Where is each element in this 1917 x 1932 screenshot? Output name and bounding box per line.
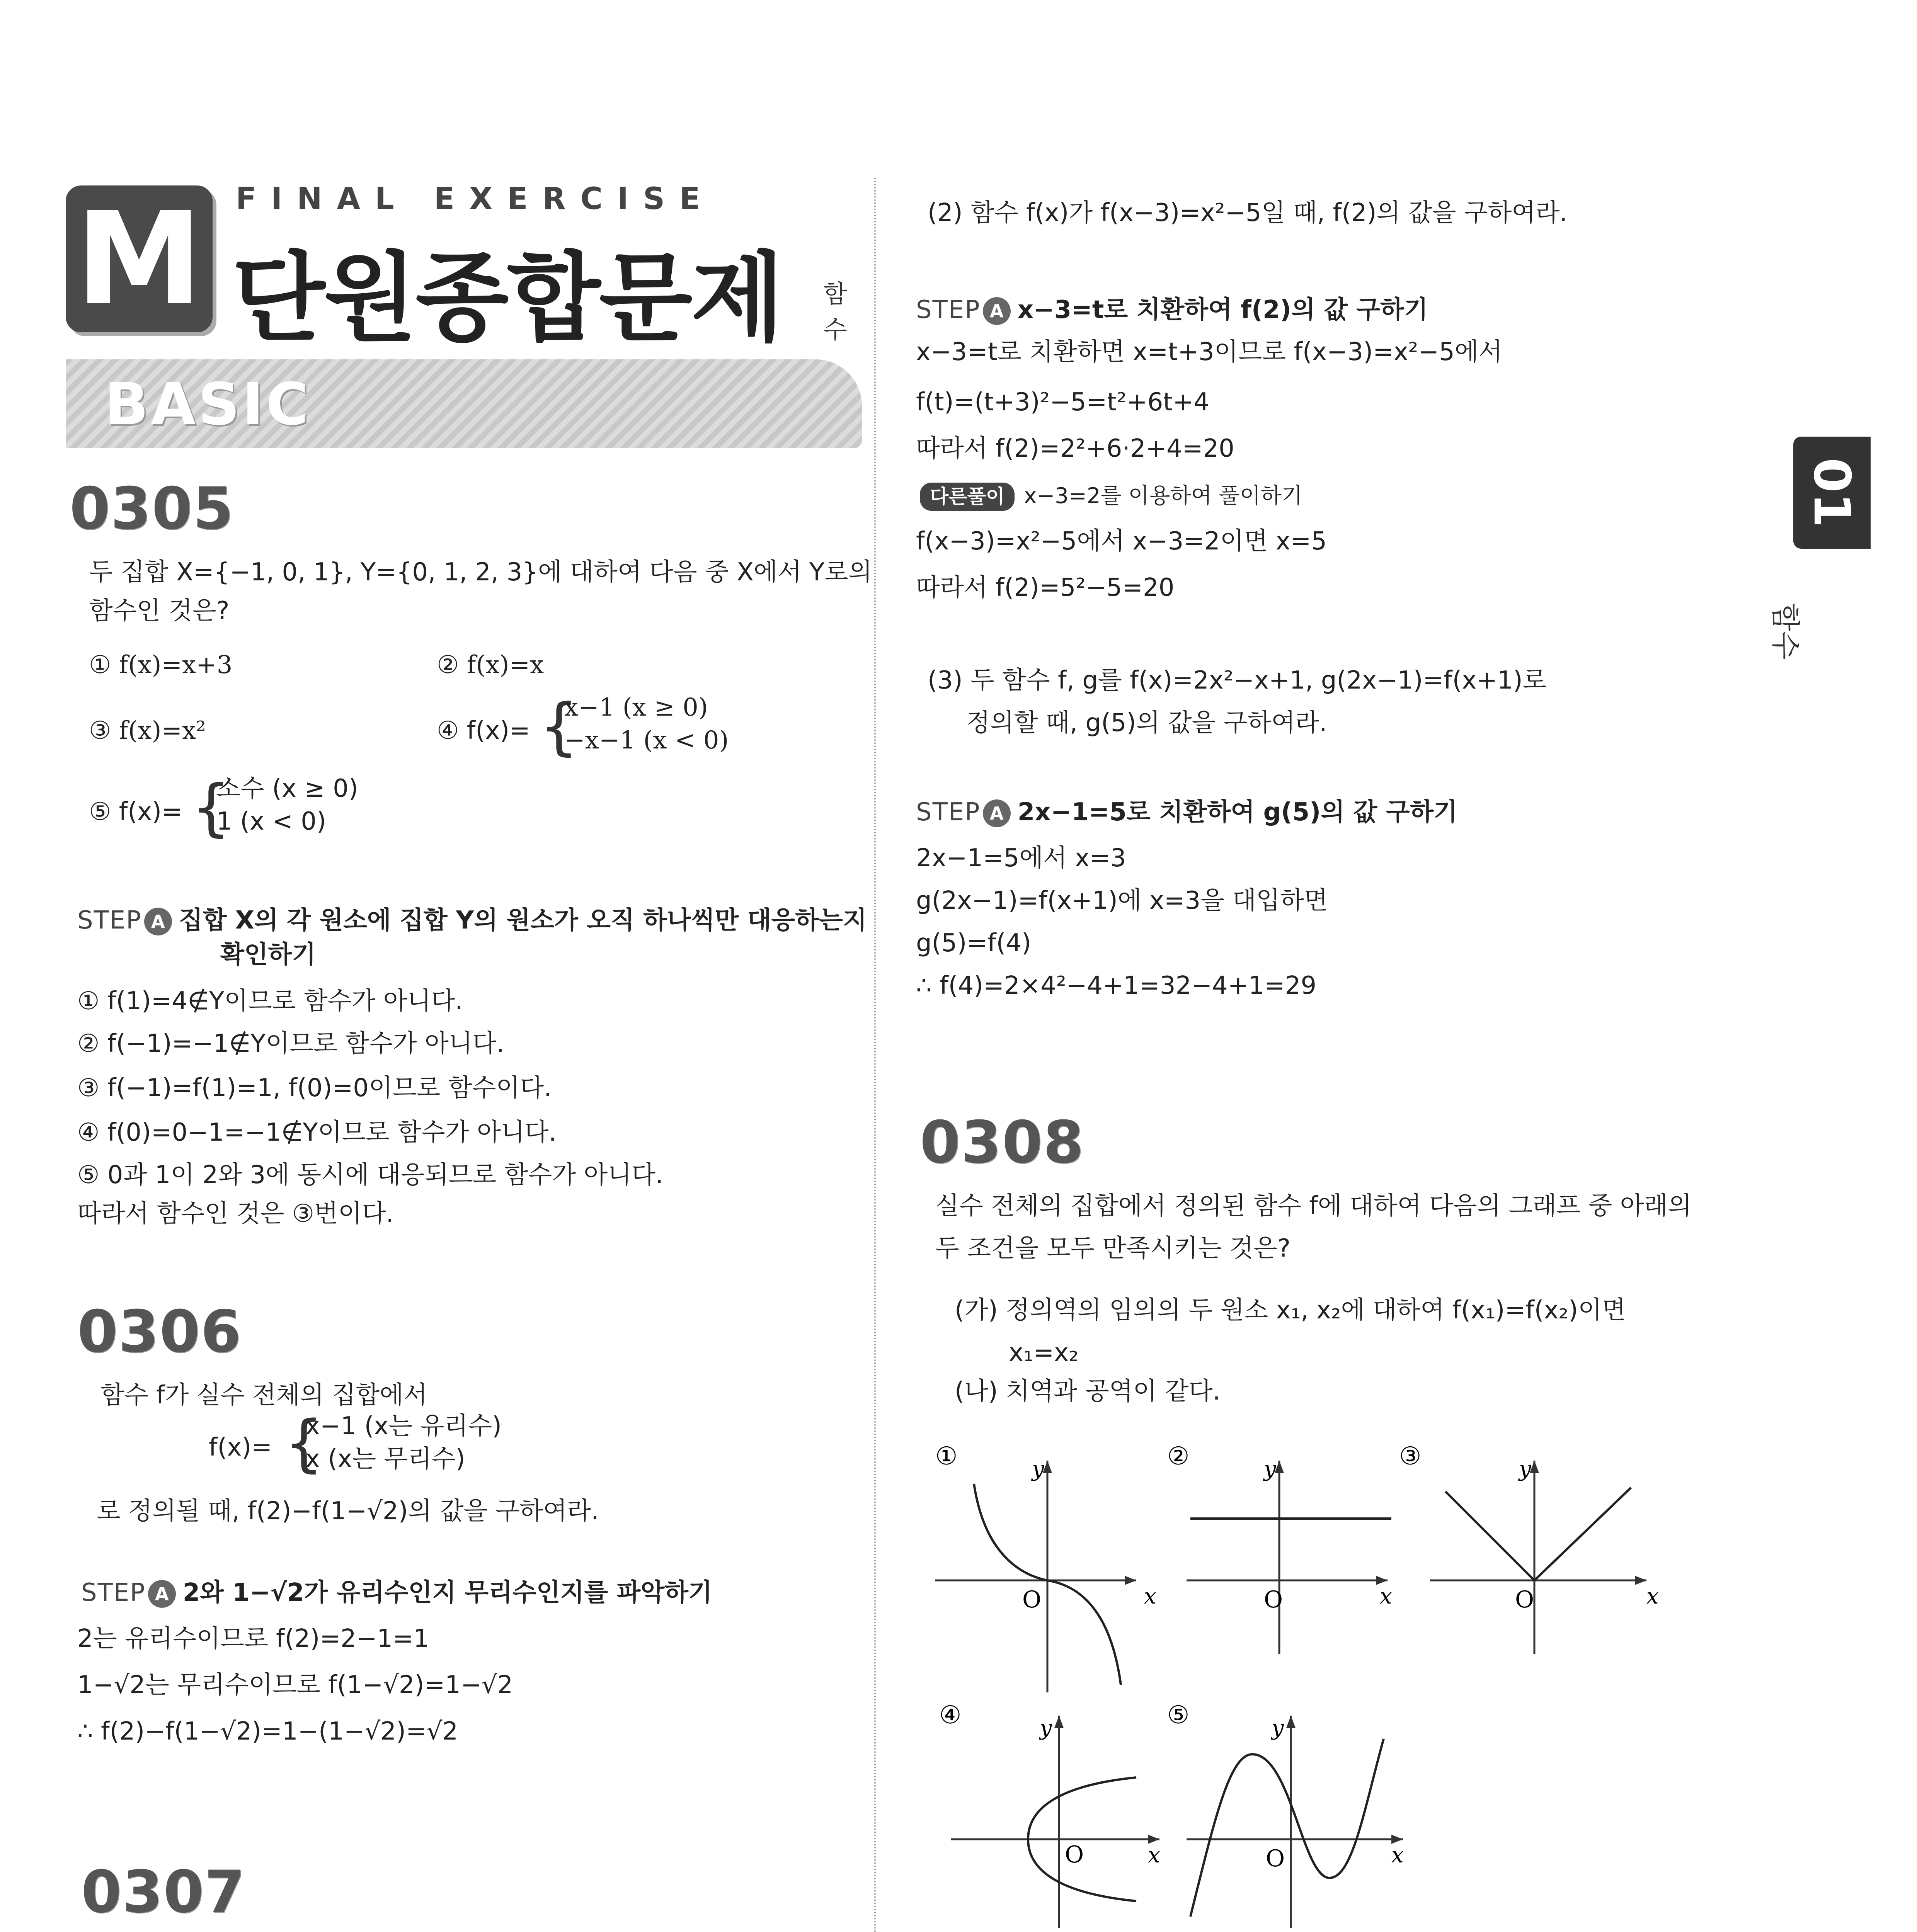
p307-solution-2-line-2: f(t)=(t+3)²−5=t²+6t+4 — [916, 388, 1209, 417]
p305-choice-5-head: ⑤ f(x)= — [89, 798, 182, 826]
p305-solution-6: 따라서 함수인 것은 ③번이다. — [77, 1199, 394, 1228]
header-kicker: FINAL EXERCISE — [236, 182, 715, 216]
graph-1-label: ① — [935, 1442, 958, 1471]
graph-4 — [939, 1701, 1160, 1928]
p307-step-2-title: x−3=t로 치환하여 f(2)의 값 구하기 — [1017, 296, 1428, 324]
p305-choice-4-row-2: −x−1 (x < 0) — [564, 726, 729, 755]
p308-condition-ga-line-1: (가) 정의역의 임의의 두 원소 x₁, x₂에 대하여 f(x₁)=f(x₂)이면 — [955, 1296, 1626, 1325]
graph-5-y-label: y — [1272, 1715, 1284, 1740]
unit-header — [66, 182, 862, 354]
x-arrow-icon — [1125, 1576, 1136, 1585]
p307-step-2-header — [916, 290, 1428, 325]
graph-3-curve — [1445, 1488, 1631, 1580]
graph-3-label: ③ — [1399, 1442, 1422, 1471]
left-brace-icon: { — [191, 771, 231, 844]
graph-5-curve — [1190, 1739, 1384, 1917]
chapter-side-tab — [1793, 437, 1871, 549]
p305-solution-2: ② f(−1)=−1∉Y이므로 함수가 아니다. — [77, 1029, 504, 1058]
graph-4-label: ④ — [939, 1701, 962, 1730]
p308-question-line-2: 두 조건을 모두 만족시키는 것은? — [935, 1234, 1291, 1263]
p306-solution-1: 2는 유리수이므로 f(2)=2−1=1 — [77, 1624, 429, 1653]
graph-2-origin: O — [1264, 1586, 1283, 1613]
step-label: STEP — [916, 798, 981, 827]
step-a-badge: A — [983, 297, 1011, 325]
y-arrow-icon — [1286, 1716, 1296, 1728]
p306-solution-2: 1−√2는 무리수이므로 f(1−√2)=1−√2 — [77, 1671, 513, 1699]
p307-alt-2-title: x−3=2를 이용하여 풀이하기 — [1024, 483, 1302, 509]
p305-solution-1: ① f(1)=4∉Y이므로 함수가 아니다. — [77, 987, 463, 1015]
graph-5-label: ⑤ — [1167, 1701, 1190, 1730]
problem-number-0305: 0305 — [70, 475, 234, 543]
p307-question-2: (2) 함수 f(x)가 f(x−3)=x²−5일 때, f(2)의 값을 구하여라. — [928, 199, 1568, 227]
header-title: 단원종합문제 — [232, 242, 783, 354]
p305-step-title-1: 집합 X의 각 원소에 집합 Y의 원소가 오직 하나씩만 대응하는지 — [179, 906, 867, 935]
p308-question-line-1: 실수 전체의 집합에서 정의된 함수 f에 대하여 다음의 그래프 중 아래의 — [935, 1192, 1692, 1220]
p307-step-3-title: 2x−1=5로 치환하여 g(5)의 값 구하기 — [1017, 798, 1458, 827]
p308-condition-na: (나) 치역과 공역이 같다. — [955, 1377, 1221, 1406]
p306-question-line-2: 로 정의될 때, f(2)−f(1−√2)의 값을 구하여라. — [97, 1497, 599, 1526]
step-label: STEP — [916, 296, 981, 324]
step-a-badge: A — [983, 799, 1011, 827]
chapter-number: 01 — [1803, 457, 1861, 528]
graph-4-y-label: y — [1040, 1715, 1052, 1740]
p307-solution-3-line-1: 2x−1=5에서 x=3 — [916, 844, 1126, 872]
y-arrow-icon — [1054, 1716, 1064, 1728]
p306-solution-3: ∴ f(2)−f(1−√2)=1−(1−√2)=√2 — [77, 1717, 458, 1746]
step-a-badge: A — [144, 908, 172, 935]
p307-solution-3-line-4: ∴ f(4)=2×4²−4+1=32−4+1=29 — [916, 971, 1317, 1000]
header-section-tag: 함수 — [823, 280, 847, 344]
graph-4-x-label: x — [1148, 1843, 1160, 1868]
graph-3-origin: O — [1515, 1586, 1534, 1613]
p306-definition-row-1: x−1 (x는 유리수) — [305, 1412, 502, 1440]
column-divider — [874, 178, 876, 1932]
p305-choice-1: ① f(x)=x+3 — [89, 651, 233, 679]
p307-solution-2-line-3: 따라서 f(2)=2²+6·2+4=20 — [916, 434, 1234, 463]
p305-solution-3: ③ f(−1)=f(1)=1, f(0)=0이므로 함수이다. — [77, 1074, 552, 1102]
graph-1 — [935, 1442, 1156, 1692]
p307-alt-2-header — [920, 479, 1302, 511]
graph-1-origin: O — [1022, 1586, 1042, 1613]
left-brace-icon: { — [284, 1407, 323, 1479]
chapter-side-label: 함수 — [1768, 603, 1803, 660]
p306-step-header — [81, 1573, 712, 1608]
p305-choice-4 — [437, 692, 785, 761]
graph-2-label: ② — [1167, 1442, 1190, 1471]
p307-alt-2-line-1: f(x−3)=x²−5에서 x−3=2이면 x=5 — [916, 527, 1327, 556]
x-arrow-icon — [1635, 1576, 1646, 1585]
p308-graphs-svg — [920, 1437, 1701, 1932]
graph-3-x-label: x — [1646, 1584, 1659, 1609]
p306-question-line-1: 함수 f가 실수 전체의 집합에서 — [100, 1381, 427, 1410]
p308-graphs — [920, 1437, 1701, 1932]
graph-2 — [1167, 1442, 1392, 1654]
logo-m-icon — [66, 185, 213, 332]
graph-5 — [1167, 1701, 1404, 1928]
basic-band-label: BASIC — [104, 371, 311, 438]
graph-2-y-label: y — [1264, 1456, 1276, 1481]
p305-choice-4-row-1: x−1 (x ≥ 0) — [564, 693, 708, 722]
graph-4-origin: O — [1065, 1841, 1084, 1868]
p305-choice-2: ② f(x)=x — [437, 651, 544, 679]
problem-number-0306: 0306 — [77, 1298, 242, 1366]
p305-question-line-2: 함수인 것은? — [89, 597, 230, 625]
p305-choice-3: ③ f(x)=x² — [89, 716, 206, 745]
p305-choice-5-row-1: 소수 (x ≥ 0) — [216, 774, 358, 803]
graph-5-x-label: x — [1391, 1843, 1404, 1868]
p305-step-header — [77, 900, 867, 936]
left-brace-icon: { — [539, 690, 579, 762]
step-label: STEP — [81, 1578, 146, 1607]
problem-number-0308: 0308 — [920, 1109, 1084, 1176]
graph-5-origin: O — [1266, 1845, 1285, 1872]
p306-step-title: 2와 1−√2가 유리수인지 무리수인지를 파악하기 — [182, 1578, 712, 1607]
p305-choice-5 — [89, 773, 437, 842]
step-a-badge: A — [148, 1580, 176, 1608]
step-label: STEP — [77, 906, 142, 935]
p307-solution-3-line-2: g(2x−1)=f(x+1)에 x=3을 대입하면 — [916, 886, 1328, 915]
p307-question-3-line-1: (3) 두 함수 f, g를 f(x)=2x²−x+1, g(2x−1)=f(x+1)로 — [928, 666, 1547, 695]
p306-definition-row-2: x (x는 무리수) — [305, 1445, 465, 1473]
p307-question-3-line-2: 정의할 때, g(5)의 값을 구하여라. — [966, 709, 1327, 737]
p305-step-title-2: 확인하기 — [220, 940, 316, 969]
problem-number-0307: 0307 — [81, 1859, 246, 1926]
alt-solution-badge: 다른풀이 — [920, 483, 1015, 511]
p305-solution-4: ④ f(0)=0−1=−1∉Y이므로 함수가 아니다. — [77, 1118, 557, 1147]
p305-choice-5-row-2: 1 (x < 0) — [216, 807, 326, 836]
graph-1-x-label: x — [1144, 1584, 1156, 1609]
graph-1-y-label: y — [1032, 1456, 1044, 1481]
p306-definition-head: f(x)= — [209, 1433, 272, 1462]
basic-band — [66, 359, 862, 448]
p306-definition — [209, 1407, 557, 1484]
p305-choice-4-head: ④ f(x)= — [437, 716, 530, 745]
graph-2-x-label: x — [1380, 1584, 1392, 1609]
p307-solution-2-line-1: x−3=t로 치환하면 x=t+3이므로 f(x−3)=x²−5에서 — [916, 338, 1503, 366]
p307-step-3-header — [916, 792, 1457, 828]
p305-question-line-1: 두 집합 X={−1, 0, 1}, Y={0, 1, 2, 3}에 대하여 다음 중 X에서 Y로의 — [89, 558, 872, 587]
p308-condition-ga-line-2: x₁=x₂ — [1009, 1338, 1079, 1367]
p307-alt-2-line-2: 따라서 f(2)=5²−5=20 — [916, 573, 1175, 602]
graph-3-y-label: y — [1519, 1456, 1531, 1481]
graph-3 — [1399, 1442, 1659, 1654]
p307-solution-3-line-3: g(5)=f(4) — [916, 929, 1032, 957]
logo-letter: M — [75, 185, 203, 333]
p305-solution-5: ⑤ 0과 1이 2와 3에 동시에 대응되므로 함수가 아니다. — [77, 1161, 664, 1189]
